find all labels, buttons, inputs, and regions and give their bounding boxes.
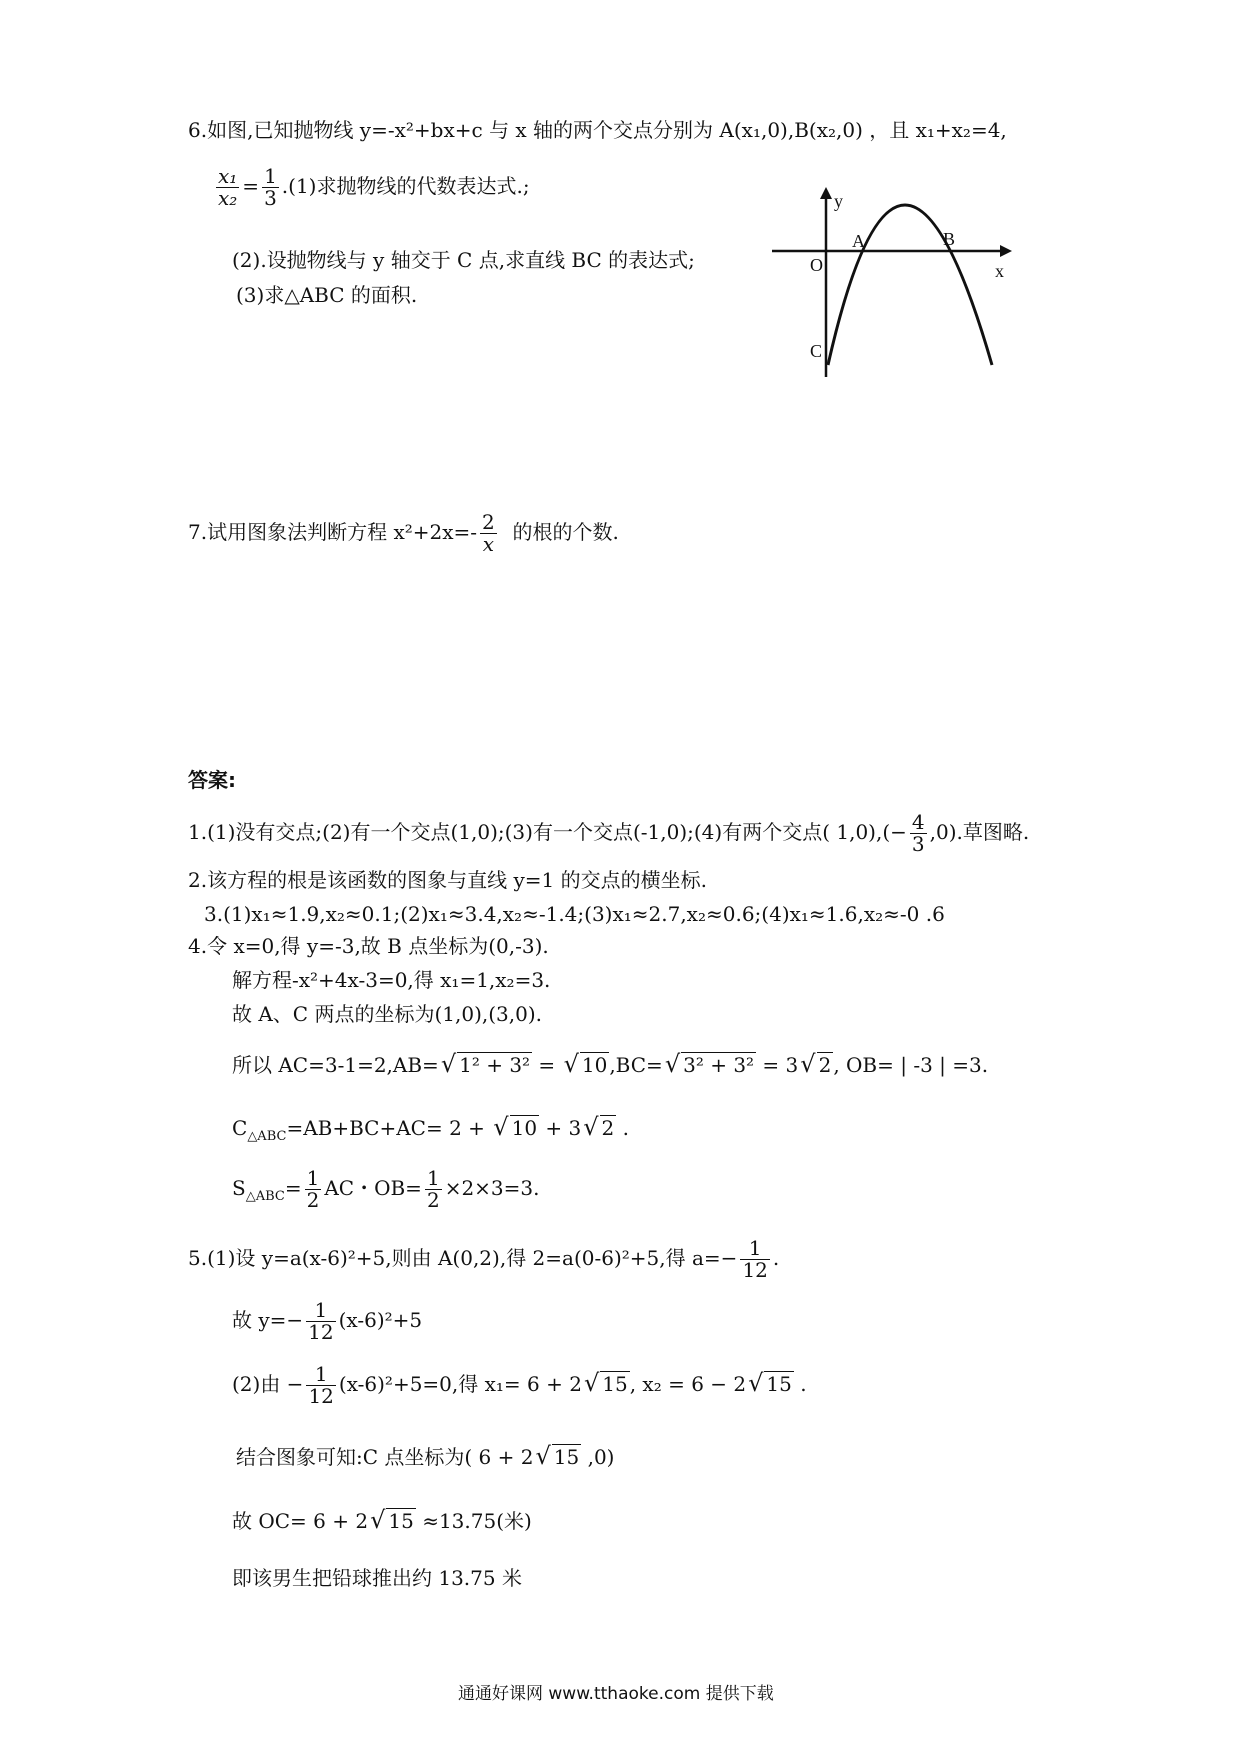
answer-4-line5: $C_{\triangle ABC}=AB+BC+AC= 2$ + √ 10 + 3√ 2 . xyxy=(232,1113,629,1144)
answer-5-line6: 即该男生把铅球推出约 13.75 米 xyxy=(232,1566,522,1590)
label-x: x xyxy=(995,261,1004,281)
q6-line2: $\frac{\text{x₁}}{\text{x₂}}$ = $\frac{1}{3}$ .(1)求抛物线的代数表达式.; xyxy=(218,164,530,210)
answer-4-half-2: $\frac{1}{2}$ xyxy=(426,1166,440,1212)
q6-fraction-x1-x2: $\frac{\text{x₁}}{\text{x₂}}$ xyxy=(218,164,238,210)
label-b: B xyxy=(943,229,956,249)
answer-5-line1: 5.(1)设 y=a(x-6)²+5,则由 A(0,2),得 2=a(0-6)²+5,得 a=− $\frac{1}{12}$ . xyxy=(188,1236,780,1282)
q7-line: 7.试用图象法判断方程 x²+2x=- $\frac{2}{x}$ 的根的个数. xyxy=(188,510,619,556)
answer-5-fraction-3: $\frac{1}{12}$ xyxy=(308,1362,334,1408)
answer-3: 3.(1)x₁≈1.9,x₂≈0.1;(2)x₁≈3.4,x₂≈-1.4;(3)x₁≈2.7,x₂≈0.6;(4)x₁≈1.6,x₂≈-0 .6 xyxy=(204,902,945,926)
answer-4-line1: 4.令 x=0,得 y=-3,故 B 点坐标为(0,-3). xyxy=(188,934,549,958)
answer-5-line4: 结合图象可知:C 点坐标为( 6 + 2√ 15 ,0) xyxy=(236,1442,615,1470)
label-o: O xyxy=(810,255,823,275)
q6-fraction-one-third: $\frac{1}{3}$ xyxy=(264,164,277,210)
q6-part1: .(1)求抛物线的代数表达式.; xyxy=(281,174,530,198)
q6-part2: (2).设抛物线与 y 轴交于 C 点,求直线 BC 的表达式; xyxy=(232,248,695,272)
q6-part3: (3)求△ABC 的面积. xyxy=(236,283,418,307)
answer-4-line6: $S_{\triangle ABC}=$ $\frac{1}{2}$ AC・OB= $\frac{1}{2}$ ×2×3=3. xyxy=(232,1166,540,1212)
answer-1-fraction: $\frac{4}{3}$ xyxy=(911,810,925,856)
footer-credit: 通通好课网 www.tthaoke.com 提供下载 xyxy=(458,1684,774,1704)
q7-fraction: $\frac{2}{x}$ xyxy=(482,510,495,556)
parabola-curve xyxy=(828,205,992,365)
answer-4-line4: 所以 AC=3-1=2,AB=√ 1² + 3² = √ 10 ,BC=√ 3² + 3² = 3√ 2 , OB= | -3 | =3. xyxy=(232,1050,989,1078)
label-y: y xyxy=(834,191,843,211)
answer-1: 1.(1)没有交点;(2)有一个交点(1,0);(3)有一个交点(-1,0);(4)有两个交点( 1,0),(− $\frac{4}{3}$ ,0).草图略. xyxy=(188,810,1030,856)
answer-5-line2: 故 y=− $\frac{1}{12}$ (x-6)²+5 xyxy=(232,1298,423,1344)
label-a: A xyxy=(852,231,865,251)
answer-5-line5: 故 OC= 6 + 2√ 15 ≈13.75(米) xyxy=(232,1506,532,1534)
y-axis-arrow xyxy=(820,187,832,199)
q6-line1: 6.如图,已知抛物线 y=-x²+bx+c 与 x 轴的两个交点分别为 A(x₁,0),B(x₂,0) ，且 x₁+x₂=4, xyxy=(188,118,1007,142)
label-c: C xyxy=(810,341,823,361)
answer-5-fraction-1: $\frac{1}{12}$ xyxy=(742,1236,768,1282)
parabola-figure xyxy=(760,185,1020,385)
answers-heading: 答案: xyxy=(188,768,236,792)
answer-5-fraction-2: $\frac{1}{12}$ xyxy=(308,1298,334,1344)
answer-4-half-1: $\frac{1}{2}$ xyxy=(306,1166,320,1212)
answer-4-line2: 解方程-x²+4x-3=0,得 x₁=1,x₂=3. xyxy=(232,968,551,992)
answer-2: 2.该方程的根是该函数的图象与直线 y=1 的交点的横坐标. xyxy=(188,868,707,892)
x-axis-arrow xyxy=(1000,245,1012,257)
answer-5-line3: (2)由 − $\frac{1}{12}$ (x-6)²+5=0,得 x₁= 6 + 2√ 15 , x₂ = 6 − 2√ 15 . xyxy=(232,1362,807,1408)
answer-4-line3: 故 A、C 两点的坐标为(1,0),(3,0). xyxy=(232,1002,542,1026)
